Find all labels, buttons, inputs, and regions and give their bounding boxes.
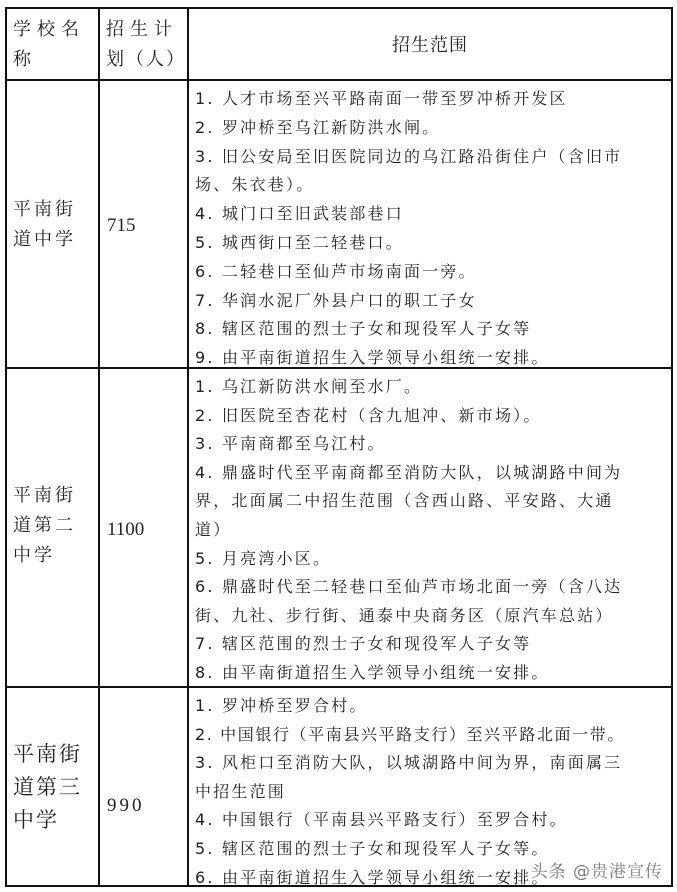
range-item: 7. 华润水泥厂外县户口的职工子女 xyxy=(195,290,477,310)
range-item: 1. 罗冲桥至罗合村。 xyxy=(195,696,368,715)
school-name-line: 平南街 xyxy=(13,485,76,506)
school-name-line: 道第二 xyxy=(13,515,76,536)
enrollment-range xyxy=(195,373,665,688)
header-school-name xyxy=(13,15,99,75)
header-school-name-line: 称 xyxy=(13,49,37,70)
school-name xyxy=(13,195,99,255)
enrollment-plan: 990 xyxy=(107,795,145,816)
header-range: 招生范围 xyxy=(392,35,468,56)
range-item: 中招生范围 xyxy=(195,781,287,801)
range-item: 1. 人才市场至兴平路南面一带至罗冲桥开发区 xyxy=(195,89,568,108)
range-item: 4. 城门口至旧武装部巷口 xyxy=(195,204,404,224)
range-item: 场、朱衣巷）。 xyxy=(195,175,315,195)
column-divider xyxy=(187,9,189,885)
range-item: 3. 旧公安局至旧医院同边的乌江路沿街住户（含旧市 xyxy=(195,146,623,166)
enrollment-range xyxy=(195,85,665,373)
school-name xyxy=(13,738,99,837)
school-name-line: 道第三 xyxy=(13,775,82,799)
range-item: 2. 旧医院至杏花村（含九旭冲、新市场）。 xyxy=(195,405,542,425)
range-item: 9. 由平南街道招生入学领导小组统一安排。 xyxy=(195,348,550,368)
range-item: 7. 辖区范围的烈士子女和现役军人子女等 xyxy=(195,634,532,654)
header-school-name-line: 学校名 xyxy=(13,19,85,40)
range-item: 6. 二轻巷口至仙芦市场南面一旁。 xyxy=(195,261,477,281)
enrollment-table xyxy=(5,7,673,887)
range-item: 6. 由平南街道招生入学领导小组统一安排。 xyxy=(195,867,550,887)
header-plan-line: 招生计 xyxy=(106,19,178,40)
row-divider xyxy=(7,79,671,81)
school-name-line: 平南街 xyxy=(13,742,82,766)
header-plan xyxy=(106,15,188,75)
header-plan-line: 划（人） xyxy=(106,49,186,70)
school-name-line: 中学 xyxy=(13,545,55,566)
range-item: 街、九社、步行街、通泰中央商务区（原汽车总站） xyxy=(195,605,614,625)
school-name-line: 道中学 xyxy=(13,229,76,250)
enrollment-plan: 715 xyxy=(107,215,136,236)
range-item: 6. 鼎盛时代至二轻巷口至仙芦市场北面一旁（含八达 xyxy=(195,577,623,597)
school-name xyxy=(13,481,99,571)
range-item: 5. 月亮湾小区。 xyxy=(195,548,332,568)
range-item: 5. 辖区范围的烈士子女和现役军人子女等。 xyxy=(195,838,550,858)
range-item: 界，北面属二中招生范围（含西山路、平安路、大通 xyxy=(195,491,614,511)
school-name-line: 中学 xyxy=(13,808,59,832)
range-item: 道） xyxy=(195,519,232,539)
range-item: 8. 辖区范围的烈士子女和现役军人子女等 xyxy=(195,319,532,339)
range-item: 3. 平南商都至乌江村。 xyxy=(195,434,386,454)
school-name-line: 平南街 xyxy=(13,199,76,220)
range-item: 4. 鼎盛时代至平南商都至消防大队，以城湖路中间为 xyxy=(195,462,623,482)
range-item: 2. 中国银行（平南县兴平路支行）至兴平路北面一带。 xyxy=(195,724,625,744)
range-item: 1. 乌江新防洪水闸至水厂。 xyxy=(195,377,423,396)
range-item: 5. 城西街口至二轻巷口。 xyxy=(195,232,404,252)
range-item: 2. 罗冲桥至乌江新防洪水闸。 xyxy=(195,117,441,137)
watermark: 头条 @贵港宣传 xyxy=(531,857,663,882)
range-item: 8. 由平南街道招生入学领导小组统一安排。 xyxy=(195,662,550,682)
range-item: 3. 风柜口至消防大队，以城湖路中间为界，南面属三 xyxy=(195,753,623,773)
range-item: 4. 中国银行（平南县兴平路支行）至罗合村。 xyxy=(195,810,568,830)
enrollment-plan: 1100 xyxy=(107,519,145,540)
